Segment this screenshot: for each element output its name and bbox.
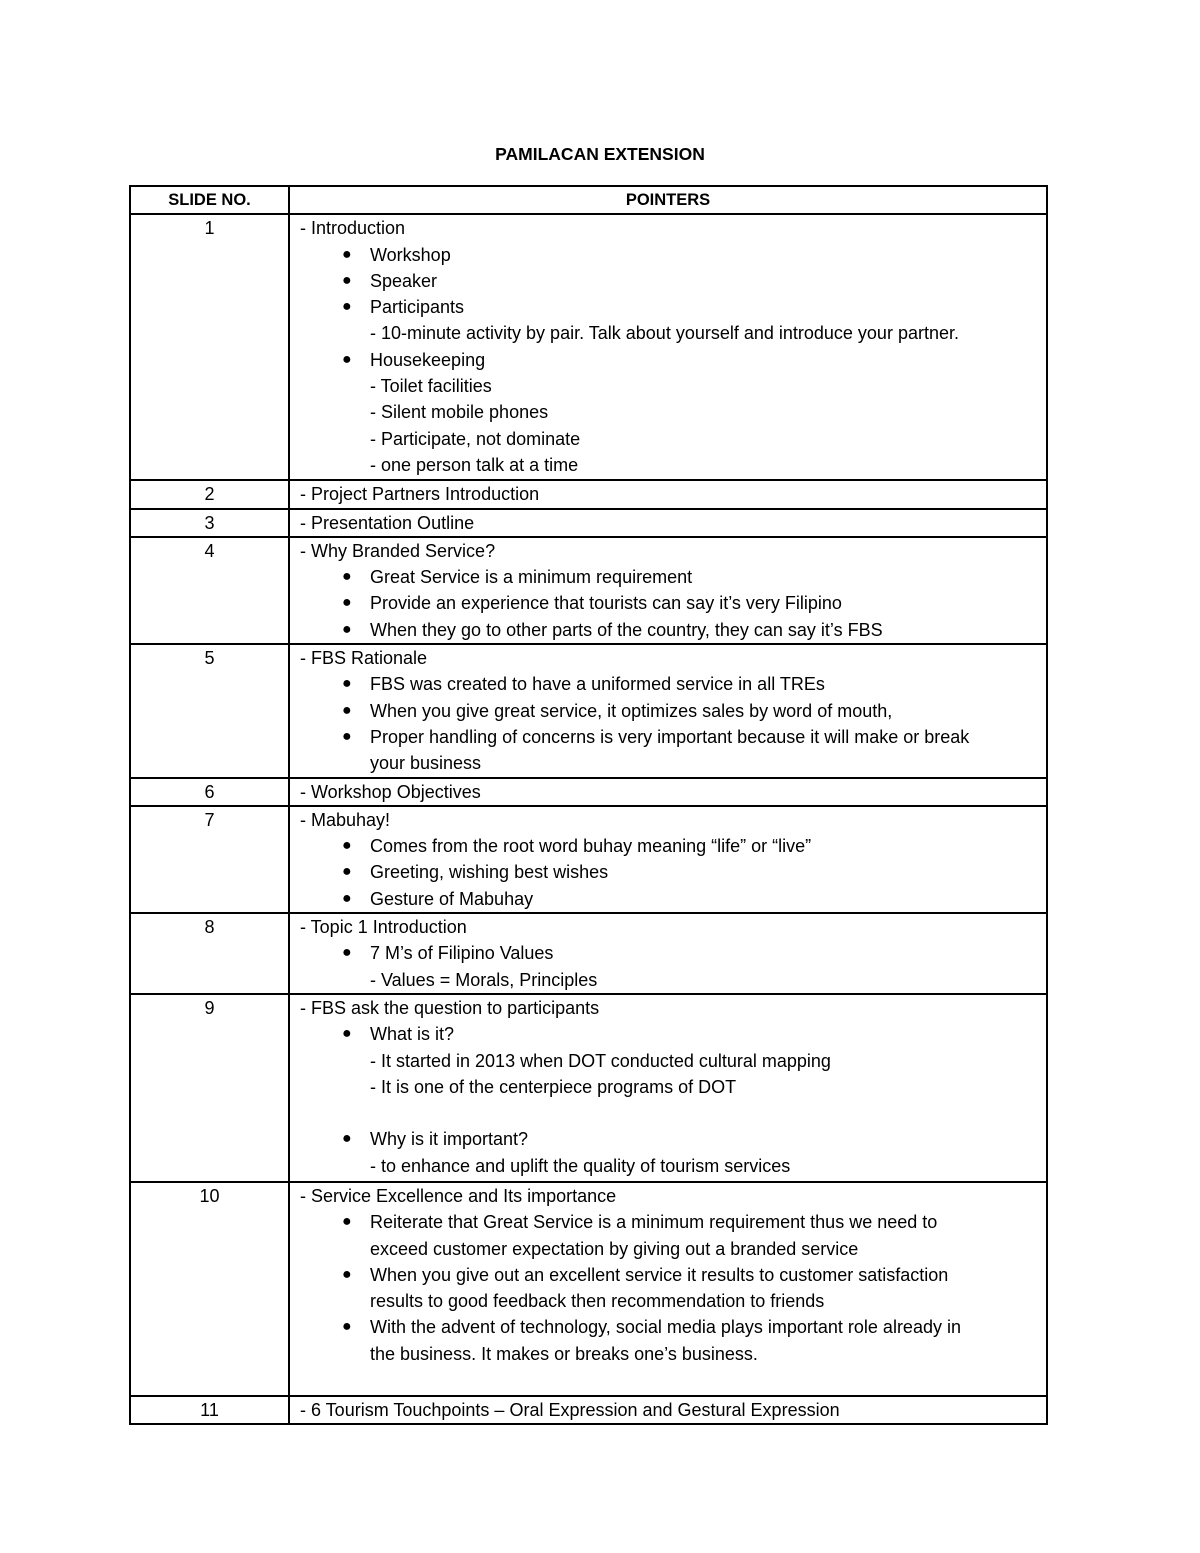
sub-point: - to enhance and uplift the quality of tourism services — [370, 1155, 791, 1176]
bullet-item: ● When they go to other parts of the country, they can say it’s FBS — [300, 617, 1038, 643]
bullet-item: ● Proper handling of concerns is very important because it will make or break — [300, 724, 1038, 750]
slide-number: 6 — [130, 778, 289, 806]
pointers-cell — [289, 509, 1047, 537]
pointers-cell — [289, 1182, 1047, 1396]
bullet-item: ● Greeting, wishing best wishes — [300, 859, 1038, 885]
bullet-icon: ● — [342, 271, 352, 289]
slide-number: 9 — [130, 994, 289, 1182]
pointers-cell — [289, 644, 1047, 777]
row-heading: - FBS ask the question to participants — [300, 997, 600, 1018]
bullet-icon: ● — [342, 944, 352, 962]
bullet-icon: ● — [342, 863, 352, 881]
sub-point: - It is one of the centerpiece programs of DOT — [370, 1076, 737, 1097]
table-row — [130, 644, 1047, 777]
slide-number: 2 — [130, 480, 289, 508]
pointers-cell — [289, 778, 1047, 806]
slide-number: 11 — [130, 1396, 289, 1424]
pointers-cell — [289, 214, 1047, 480]
bullet-icon: ● — [342, 620, 352, 638]
row-heading: - 6 Tourism Touchpoints – Oral Expression and Gestural Expression — [300, 1399, 840, 1420]
sub-point: - one person talk at a time — [370, 454, 579, 475]
slide-number: 1 — [130, 214, 289, 480]
table-row — [130, 509, 1047, 537]
bullet-item: ● With the advent of technology, social media plays important role already in — [300, 1314, 1038, 1340]
bullet-continuation: results to good feedback then recommendation to friends — [370, 1291, 825, 1312]
bullet-item: ● Housekeeping — [300, 347, 1038, 373]
row-heading: - Presentation Outline — [300, 512, 475, 533]
table-row — [130, 913, 1047, 994]
bullet-icon: ● — [342, 675, 352, 693]
bullet-icon: ● — [342, 594, 352, 612]
slide-number: 4 — [130, 537, 289, 644]
bullet-icon: ● — [342, 568, 352, 586]
bullet-icon: ● — [342, 1130, 352, 1148]
row-heading: - Introduction — [300, 218, 406, 239]
spacer — [300, 1100, 1038, 1126]
row-heading: - Why Branded Service? — [300, 540, 496, 561]
sub-point: - Silent mobile phones — [370, 402, 549, 423]
bullet-item: ● Participants — [300, 294, 1038, 320]
bullet-icon: ● — [342, 727, 352, 745]
table-row — [130, 537, 1047, 644]
bullet-icon: ● — [342, 889, 352, 907]
bullet-item: ● What is it? — [300, 1021, 1038, 1047]
bullet-item: ● Great Service is a minimum requirement — [300, 564, 1038, 590]
bullet-icon: ● — [342, 837, 352, 855]
bullet-item: ● Comes from the root word buhay meaning “life” or “live” — [300, 833, 1038, 859]
pointers-cell — [289, 994, 1047, 1182]
table-row — [130, 778, 1047, 806]
table-row — [130, 806, 1047, 913]
row-heading: - Project Partners Introduction — [300, 484, 540, 505]
table-row — [130, 214, 1047, 480]
pointers-cell — [289, 806, 1047, 913]
sub-point: - 10-minute activity by pair. Talk about yourself and introduce your partner. — [370, 323, 959, 344]
table-row — [130, 994, 1047, 1182]
row-heading: - FBS Rationale — [300, 648, 428, 669]
row-heading: - Topic 1 Introduction — [300, 917, 467, 938]
pointers-cell — [289, 537, 1047, 644]
bullet-item: ● Why is it important? — [300, 1126, 1038, 1152]
table-header-row — [130, 186, 1047, 214]
bullet-item: ● When you give great service, it optimizes sales by word of mouth, — [300, 698, 1038, 724]
document-title: PAMILACAN EXTENSION — [495, 144, 705, 164]
bullet-icon: ● — [342, 1318, 352, 1336]
bullet-item: ● Provide an experience that tourists can say it’s very Filipino — [300, 590, 1038, 616]
bullet-item: ● Gesture of Mabuhay — [300, 886, 1038, 912]
bullet-item: ● Speaker — [300, 268, 1038, 294]
sub-point: - Values = Morals, Principles — [370, 969, 598, 990]
bullet-item: ● When you give out an excellent service it results to customer satisfaction — [300, 1262, 1038, 1288]
bullet-continuation: your business — [370, 753, 482, 774]
row-heading: - Service Excellence and Its importance — [300, 1185, 617, 1206]
bullet-item: ● 7 M’s of Filipino Values — [300, 940, 1038, 966]
table-row — [130, 480, 1047, 508]
bullet-continuation: exceed customer expectation by giving out a branded service — [370, 1238, 859, 1259]
slide-number: 7 — [130, 806, 289, 913]
bullet-item: ● Reiterate that Great Service is a minimum requirement thus we need to — [300, 1209, 1038, 1235]
bullet-icon: ● — [342, 298, 352, 316]
slide-number: 3 — [130, 509, 289, 537]
pointers-table — [129, 185, 1048, 1425]
bullet-icon: ● — [342, 1025, 352, 1043]
slide-number: 8 — [130, 913, 289, 994]
bullet-item: ● Workshop — [300, 242, 1038, 268]
slide-number: 10 — [130, 1182, 289, 1396]
slide-no-header: SLIDE NO. — [130, 186, 289, 214]
sub-point: - Toilet facilities — [370, 376, 492, 397]
slide-number: 5 — [130, 644, 289, 777]
sub-point: - It started in 2013 when DOT conducted cultural mapping — [370, 1050, 831, 1071]
pointers-cell — [289, 480, 1047, 508]
row-heading: - Workshop Objectives — [300, 781, 481, 802]
bullet-icon: ● — [342, 350, 352, 368]
bullet-icon: ● — [342, 245, 352, 263]
table-row — [130, 1182, 1047, 1396]
sub-point: - Participate, not dominate — [370, 428, 581, 449]
row-heading: - Mabuhay! — [300, 809, 391, 830]
bullet-icon: ● — [342, 1265, 352, 1283]
table-row — [130, 1396, 1047, 1424]
bullet-continuation: the business. It makes or breaks one’s business. — [370, 1343, 758, 1364]
bullet-icon: ● — [342, 701, 352, 719]
bullet-icon: ● — [342, 1213, 352, 1231]
pointers-cell — [289, 913, 1047, 994]
bullet-item: ● FBS was created to have a uniformed service in all TREs — [300, 671, 1038, 697]
pointers-cell — [289, 1396, 1047, 1424]
pointers-header: POINTERS — [289, 186, 1047, 214]
